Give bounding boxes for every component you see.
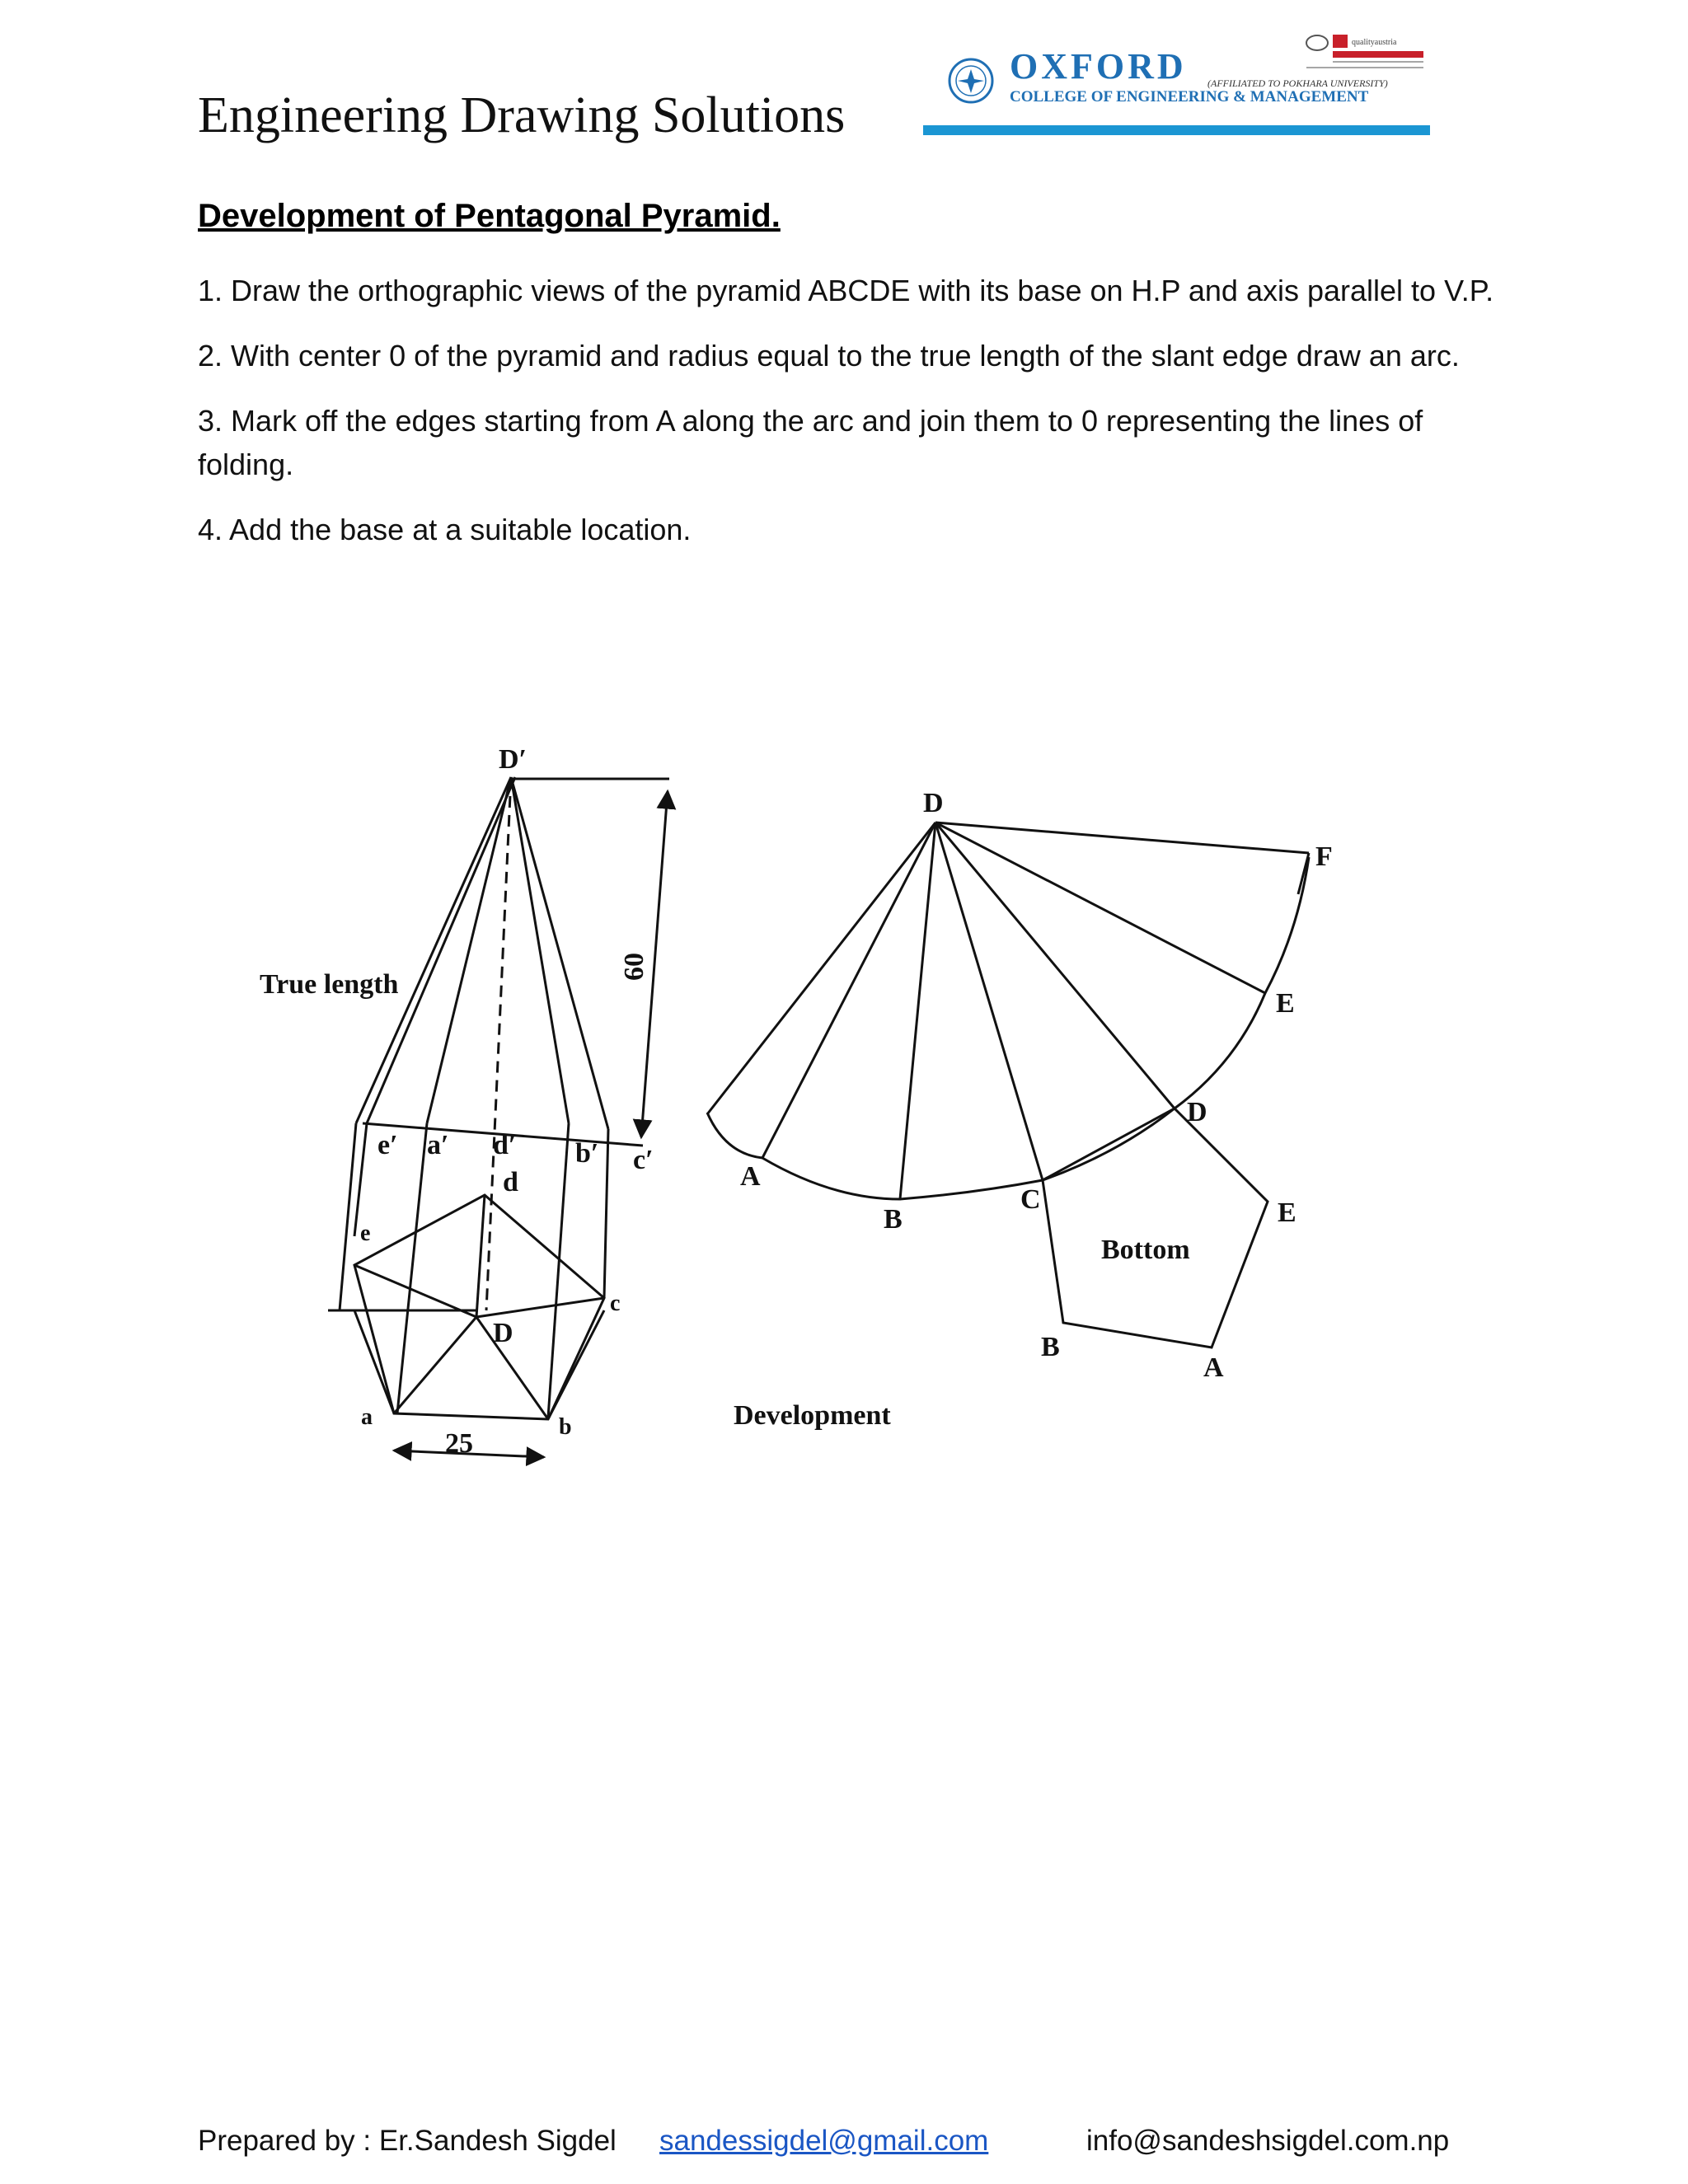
label-d-arc: D (1187, 1097, 1207, 1127)
step-3: 3. Mark off the edges starting from A along the arc and join them to 0 representing the lines of folding. (198, 404, 1423, 481)
label-b-top: b (559, 1414, 572, 1440)
label-development: Development (734, 1400, 891, 1431)
label-c-front: c′ (633, 1145, 654, 1175)
label-e-top: e (360, 1221, 371, 1246)
pyramid-figure (247, 733, 1467, 1516)
label-e-base: E (1278, 1197, 1296, 1228)
label-b-front: b′ (575, 1138, 599, 1169)
footer-email-link[interactable]: sandessigdel@gmail.com (659, 2125, 989, 2157)
label-apex-front: D′ (499, 744, 528, 775)
label-e-front: e′ (377, 1130, 398, 1160)
label-base-dim: 25 (445, 1428, 473, 1459)
logo-subtitle: COLLEGE OF ENGINEERING & MANAGEMENT (1010, 88, 1369, 105)
orthographic-views (328, 777, 669, 1457)
logo-oxford: OXFORD (1010, 46, 1187, 87)
footer-website-email: info@sandeshsigdel.com.np (1086, 2125, 1450, 2157)
label-f-arc: F (1315, 841, 1333, 872)
step-2: 2. With center 0 of the pyramid and radius equal to the true length of the slant edge draw an arc. (198, 339, 1460, 373)
page-title: Engineering Drawing Solutions (198, 87, 846, 143)
label-a-top: a (361, 1404, 373, 1430)
label-center-top: D (493, 1318, 513, 1348)
certification-badge-icon (1306, 35, 1423, 68)
label-a-arc: A (740, 1161, 761, 1192)
college-emblem-icon (950, 59, 992, 102)
section-heading: Development of Pentagonal Pyramid. (198, 198, 781, 234)
label-bottom: Bottom (1101, 1235, 1190, 1265)
label-d-front: d′ (493, 1130, 517, 1160)
label-b-base: B (1041, 1332, 1060, 1362)
orthographic-labels (260, 744, 654, 1459)
label-d-top: d (503, 1167, 518, 1197)
step-1: 1. Draw the orthographic views of the pyramid ABCDE with its base on H.P and axis parallel to V.P. (198, 274, 1494, 307)
label-a-base: A (1203, 1352, 1224, 1383)
label-a-front: a′ (427, 1130, 449, 1160)
header-divider (923, 125, 1430, 135)
footer-prepared-by: Prepared by : Er.Sandesh Sigdel (198, 2125, 617, 2157)
college-logo (923, 31, 1430, 138)
development-labels (734, 788, 1333, 1431)
label-c-top: c (610, 1291, 621, 1316)
label-b-arc: B (884, 1204, 903, 1235)
logo-affiliation: (AFFILIATED TO POKHARA UNIVERSITY) (1207, 77, 1388, 89)
step-4: 4. Add the base at a suitable location. (198, 513, 692, 546)
cert-brand: qualityaustria (1352, 38, 1397, 47)
label-height-dim: 60 (619, 953, 649, 981)
label-true-length: True length (260, 969, 399, 1000)
label-e-arc: E (1276, 988, 1295, 1019)
label-c-arc: C (1020, 1184, 1041, 1215)
label-apex-dev: D (923, 788, 944, 818)
development-view (707, 823, 1309, 1347)
